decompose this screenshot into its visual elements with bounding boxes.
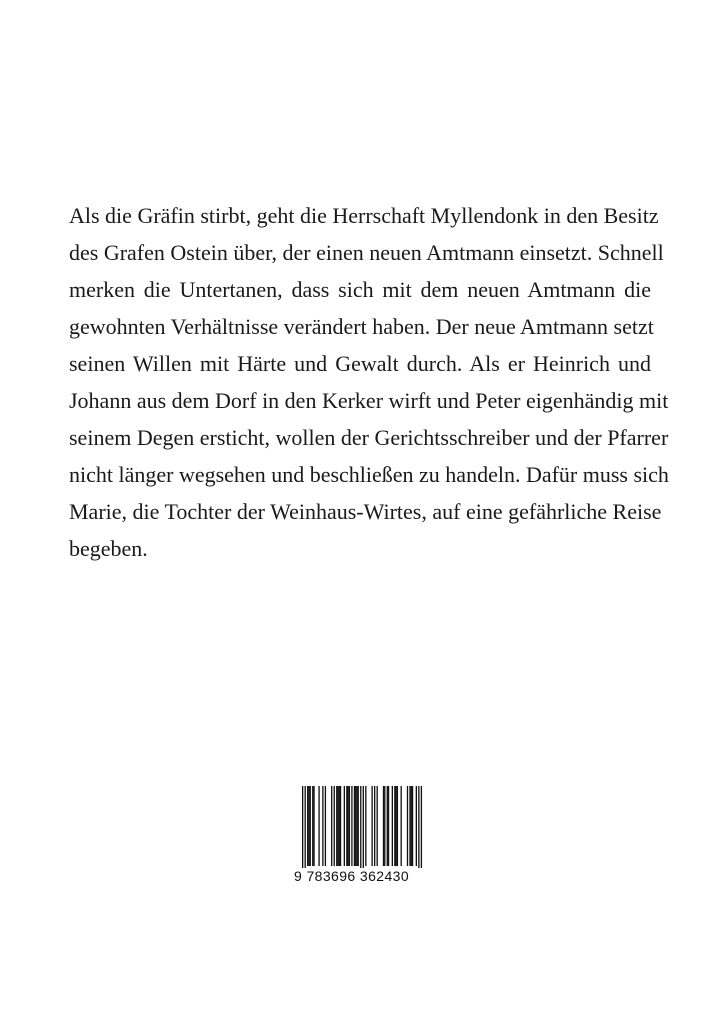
barcode-bar (331, 786, 332, 866)
barcode-bar (421, 786, 422, 868)
barcode-bar (354, 786, 355, 866)
barcode-bar (397, 786, 398, 866)
barcode-bar (302, 786, 303, 868)
blurb-line: merken die Untertanen, dass sich mit dem neuen Amtmann die (69, 277, 651, 302)
barcode-bar (388, 786, 389, 866)
blurb-text (69, 197, 669, 567)
barcode-bar (418, 786, 419, 868)
barcode-bar (339, 786, 340, 866)
barcode-bar (360, 786, 361, 868)
barcode-bar (401, 786, 402, 866)
barcode-bar (310, 786, 311, 866)
barcode-bar (334, 786, 335, 866)
barcode-bar (416, 786, 417, 866)
barcode-bar (374, 786, 375, 866)
barcode-bar (407, 786, 408, 866)
blurb-line: gewohnten Verhältnisse verändert haben. Der neue Amtmann setzt (69, 314, 654, 339)
barcode-bar (313, 786, 314, 866)
barcode-bar (351, 786, 352, 866)
barcode-bar (363, 786, 364, 868)
barcode-bar (349, 786, 350, 866)
barcode-bar (384, 786, 385, 866)
barcode-bar (344, 786, 345, 866)
barcode-bar (322, 786, 323, 866)
barcode-bar (355, 786, 356, 866)
barcode-bar (312, 786, 313, 866)
barcode-bar (409, 786, 410, 866)
barcode-bar (340, 786, 341, 866)
isbn-number: 9 783696 362430 (294, 868, 409, 884)
isbn-barcode (294, 786, 424, 896)
barcode-bar (365, 786, 366, 866)
barcode-bar (377, 786, 378, 866)
barcode-bars (294, 786, 424, 868)
barcode-bar (411, 786, 412, 866)
barcode-bar (395, 786, 396, 866)
barcode-bar (305, 786, 306, 868)
blurb-line: nicht länger wegsehen und beschließen zu handeln. Dafür muss sich (69, 462, 669, 487)
barcode-bar (412, 786, 413, 866)
blurb-line: seinen Willen mit Härte und Gewalt durch. Als er Heinrich und (69, 351, 651, 376)
barcode-bar (358, 786, 359, 866)
blurb-line: Als die Gräfin stirbt, geht die Herrschaft Myllendonk in den Besitz (69, 203, 659, 228)
barcode-bar (394, 786, 395, 866)
barcode-bar (308, 786, 309, 866)
barcode-bar (307, 786, 308, 866)
blurb-line: seinem Degen ersticht, wollen der Gerichtsschreiber und der Pfarrer (69, 425, 669, 450)
blurb-line: Johann aus dem Dorf in den Kerker wirft und Peter eigenhändig mit (69, 388, 669, 413)
barcode-bar (346, 786, 347, 866)
barcode-bar (325, 786, 326, 866)
blurb-line: Marie, die Tochter der Weinhaus-Wirtes, auf eine gefährliche Reise (69, 499, 662, 524)
blurb-line: begeben. (69, 536, 148, 561)
barcode-bar (337, 786, 338, 866)
barcode-bar (371, 786, 372, 866)
barcode-bar (387, 786, 388, 866)
barcode-bar (392, 786, 393, 866)
barcode-bar (356, 786, 357, 866)
barcode-bar (336, 786, 337, 866)
barcode-bar (347, 786, 348, 866)
barcode-bar (318, 786, 319, 866)
blurb-line: des Grafen Ostein über, der einen neuen Amtmann einsetzt. Schnell (69, 240, 664, 265)
barcode-bar (383, 786, 384, 866)
